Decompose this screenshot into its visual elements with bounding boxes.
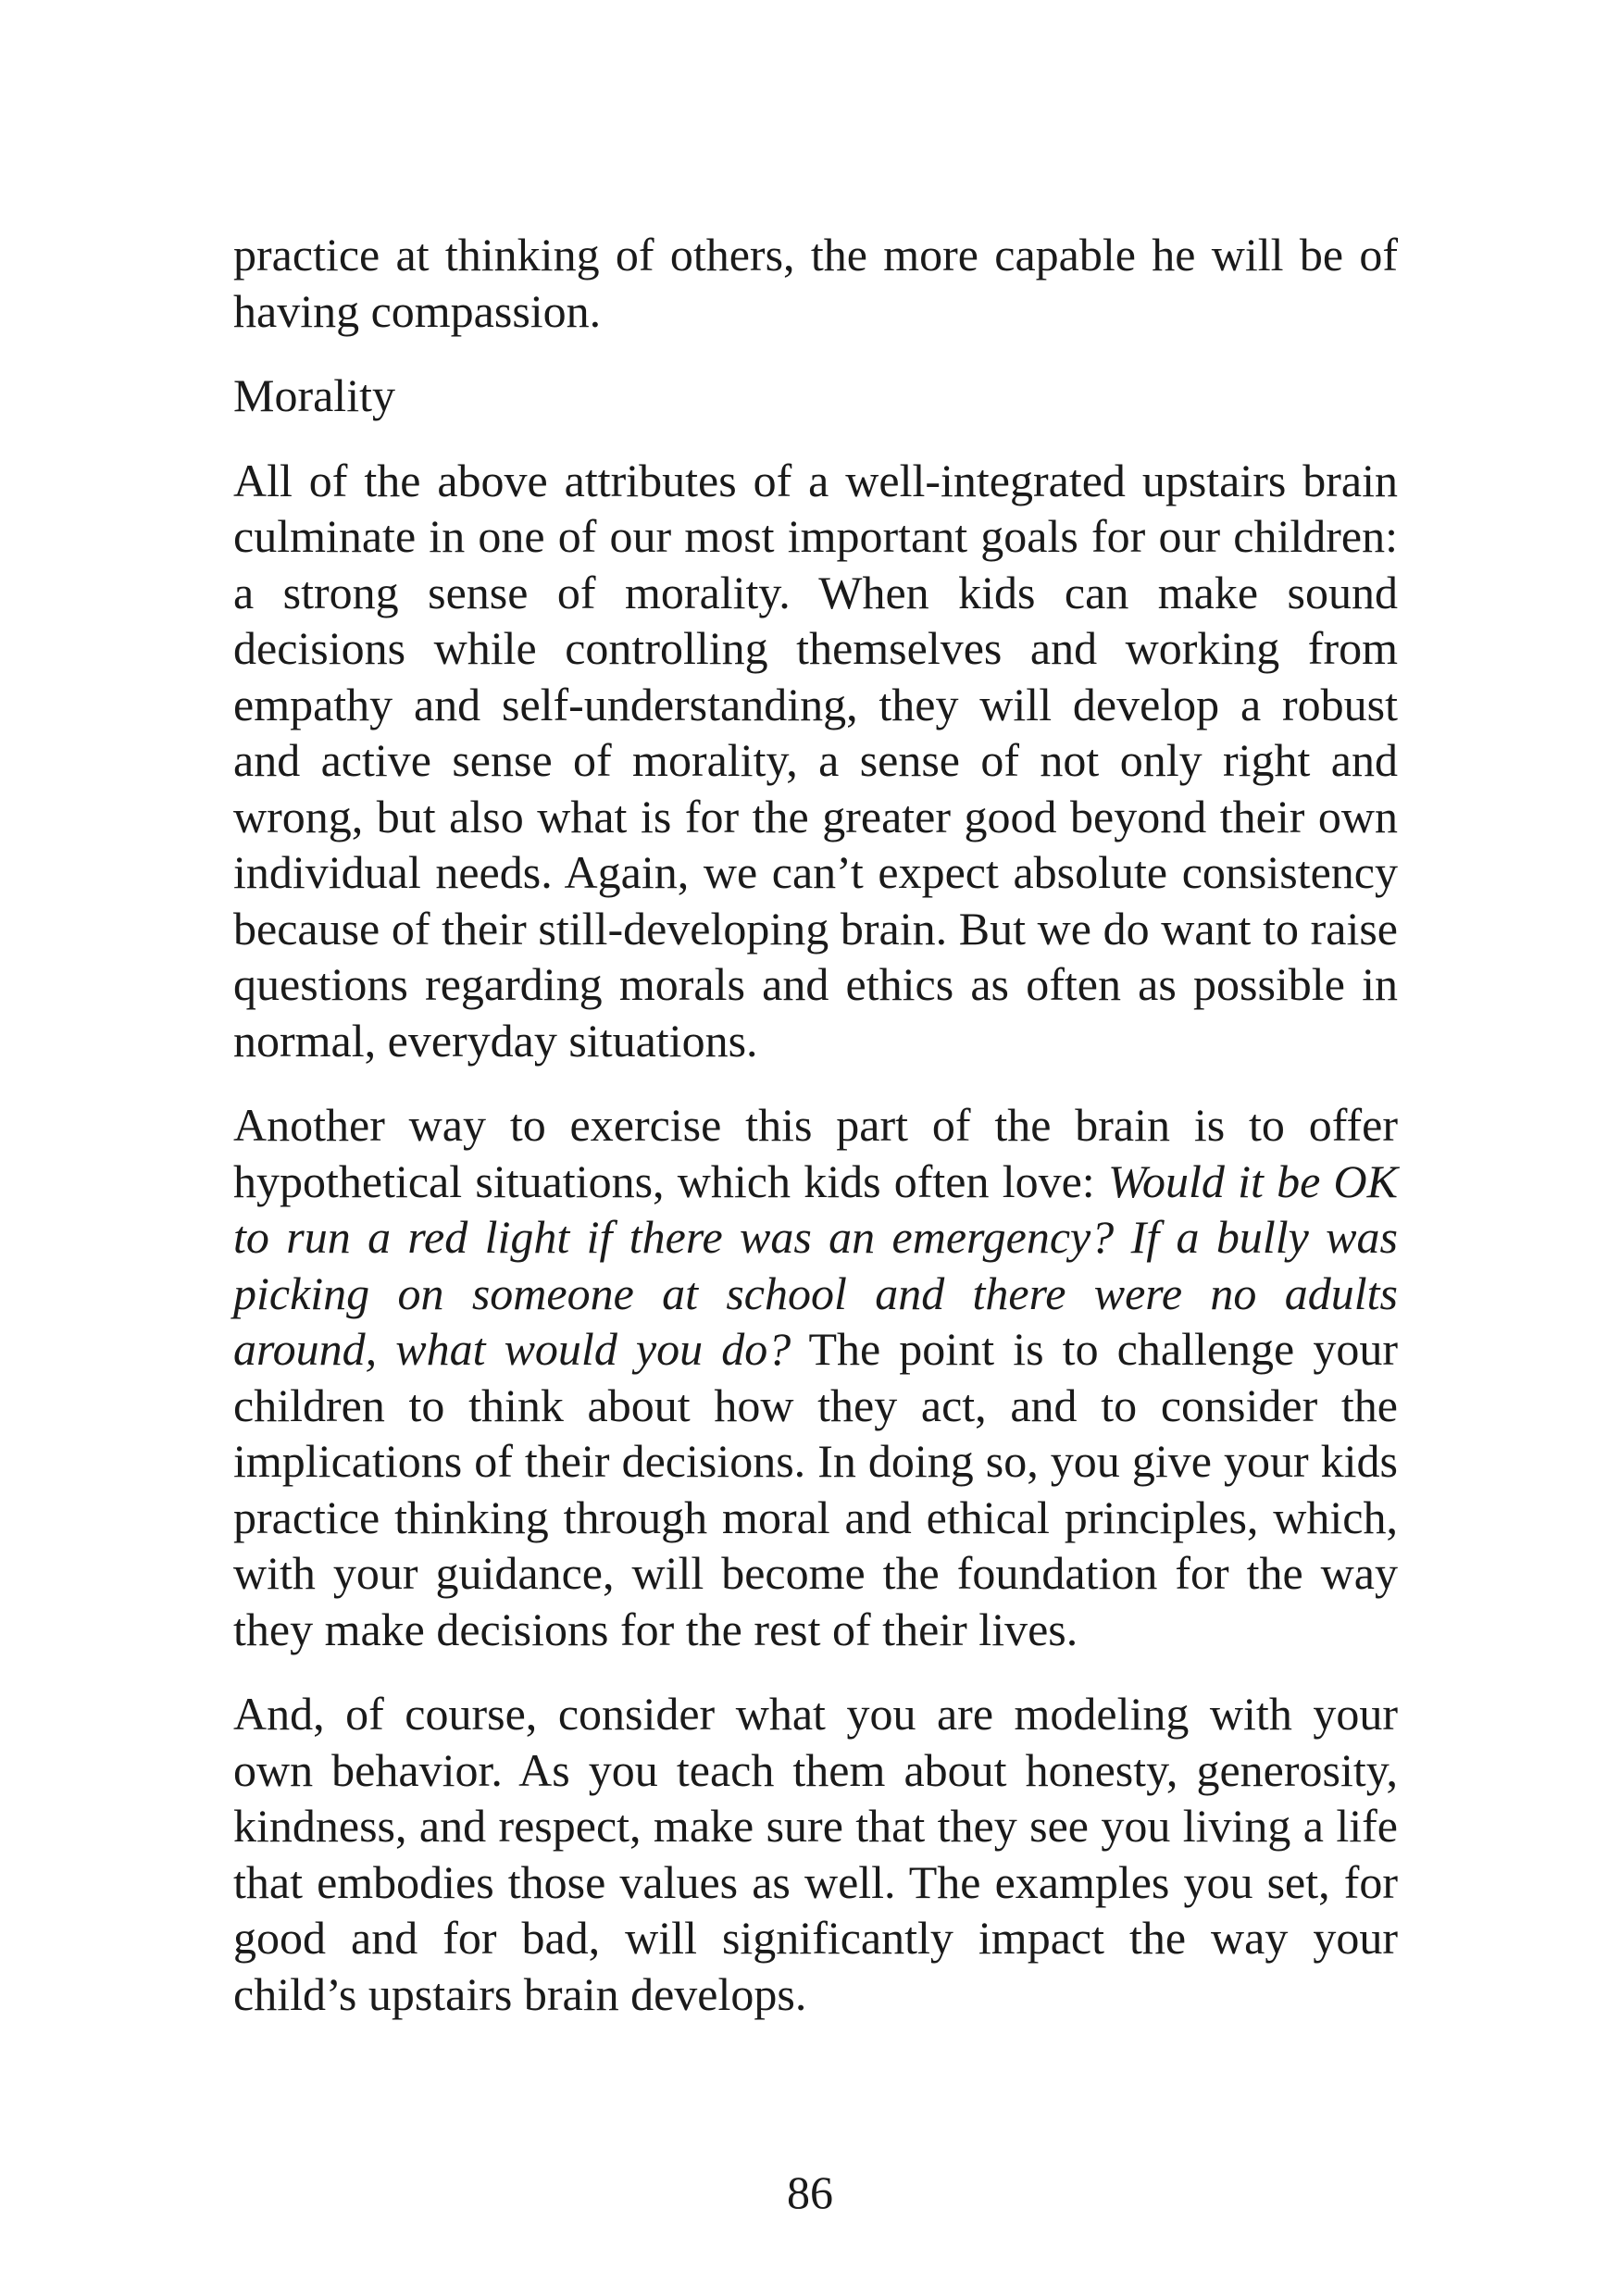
paragraph-hypothetical-situations <box>233 1097 1398 1657</box>
paragraph-morality: All of the above attributes of a well-integrated upstairs brain culminate in one of our most important goals for our children: a strong sense of morality. When kids can make sound decisions while controlling themselves and working from empathy and self-understanding, they will develop a robust and active sense of morality, a sense of not only right and wrong, but also what is for the greater good beyond their own individual needs. Again, we can’t expect absolute consistency because of their still-developing brain. But we do want to raise questions regarding morals and ethics as often as possible in normal, everyday situations. <box>233 454 1398 1067</box>
paragraph-compassion: practice at thinking of others, the more capable he will be of having compassion. <box>233 229 1398 337</box>
paragraph-hypothetical-end: The point is to challenge your children to think about how they act, and to consider the implications of their decisions. In doing so, you give your kids practice thinking through moral and ethical principles, which, with your guidance, will become the foundation for the way they make decisions for the rest of their lives. <box>233 1323 1399 1655</box>
paragraph-modeling-behavior: And, of course, consider what you are modeling with your own behavior. As you teach them about honesty, generosity, kindness, and respect, make sure that they see you living a life that embodies those values as well. The examples you set, for good and for bad, will significantly impact the way your child’s upstairs brain develops. <box>233 1688 1398 2020</box>
body-text <box>233 227 1398 2051</box>
paragraph-hypothetical-questions: Would it be OK to run a red light if there was an emergency? If a bully was picking on someone at school and there were no adults around, what would you do? <box>233 1154 1399 1375</box>
section-heading-morality: Morality <box>233 369 395 421</box>
paragraph-hypothetical-start: Another way to exercise this part of the brain is to offer hypothetical situations, which kids often love: <box>233 1099 1398 1207</box>
page-number: 86 <box>787 2166 833 2218</box>
